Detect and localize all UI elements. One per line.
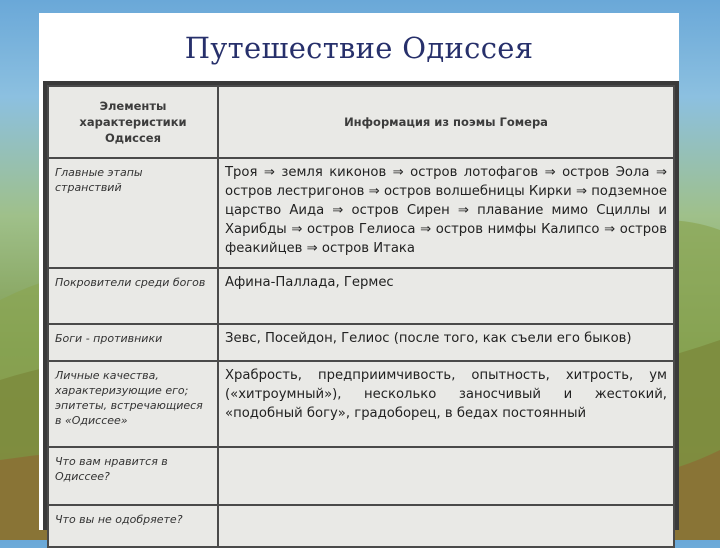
odysseus-table (47, 85, 675, 548)
row-value: Афина-Паллада, Гермес (218, 268, 674, 324)
table-header-row (48, 86, 674, 158)
table-row (48, 158, 674, 268)
slide-card (39, 13, 679, 530)
table-row (48, 361, 674, 447)
table-row (48, 324, 674, 361)
table-row (48, 505, 674, 547)
table-frame (43, 81, 679, 530)
row-label: Что вы не одобряете? (48, 505, 218, 547)
header-homer-info: Информация из поэмы Гомера (218, 86, 674, 158)
row-value: Зевс, Посейдон, Гелиос (после того, как съели его быков) (218, 324, 674, 361)
row-value (218, 505, 674, 547)
row-label: Личные качества, характеризующие его; эпитеты, встречающиеся в «Одиссее» (48, 361, 218, 447)
header-elements: Элементы характеристики Одиссея (48, 86, 218, 158)
row-value: Троя ⇒ земля киконов ⇒ остров лотофагов ⇒ остров Эола ⇒ остров лестригонов ⇒ остров волшебницы Кирки ⇒ подземное царство Аида ⇒ остров Сирен ⇒ плавание мимо Сциллы и Харибды ⇒ остров Гелиоса ⇒ остров нимфы Калипсо ⇒ остров феакийцев ⇒ остров Итака (218, 158, 674, 268)
row-value (218, 447, 674, 505)
row-value: Храбрость, предприимчивость, опытность, хитрость, ум («хитроумный»), несколько заносчивый и жестокий, «подобный богу», градоборец, в бедах постоянный (218, 361, 674, 447)
table-row (48, 447, 674, 505)
row-label: Что вам нравится в Одиссее? (48, 447, 218, 505)
row-label: Покровители среди богов (48, 268, 218, 324)
slide-title: Путешествие Одиссея (184, 31, 534, 65)
table-row (48, 268, 674, 324)
row-label: Главные этапы странствий (48, 158, 218, 268)
row-label: Боги - противники (48, 324, 218, 361)
